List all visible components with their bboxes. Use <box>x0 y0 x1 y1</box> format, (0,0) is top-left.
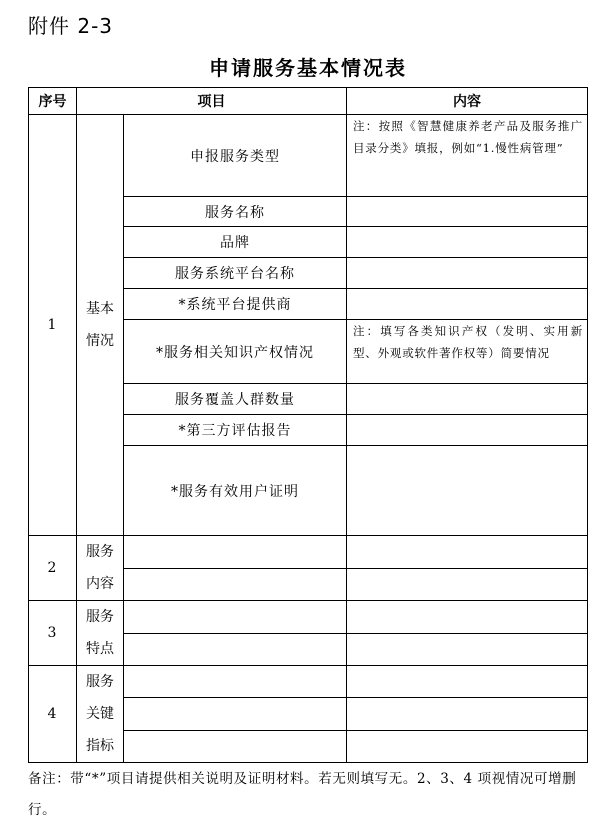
item-third-party-report: *第三方评估报告 <box>124 415 347 446</box>
section-2-category-line1: 服务 <box>86 544 114 560</box>
content-platform-name[interactable] <box>347 258 588 289</box>
table-row <box>29 115 588 197</box>
section-4-content-cell[interactable] <box>347 731 588 763</box>
item-platform-name: 服务系统平台名称 <box>124 258 347 289</box>
content-third-party-report[interactable] <box>347 415 588 446</box>
header-content: 内容 <box>347 88 588 115</box>
section-4-content-cell[interactable] <box>347 666 588 698</box>
content-service-type[interactable]: 注：按照《智慧健康养老产品及服务推广目录分类》填报，例如“1.慢性病管理” <box>347 115 588 197</box>
form-title: 申请服务基本情况表 <box>209 56 407 80</box>
section-1-category-line1: 基本 <box>86 301 114 317</box>
section-4-category-line3: 指标 <box>86 738 114 754</box>
section-2-category-line2: 内容 <box>86 576 114 592</box>
content-brand[interactable] <box>347 227 588 258</box>
item-ip-status: *服务相关知识产权情况 <box>124 320 347 384</box>
section-2-item-cell[interactable] <box>124 568 347 601</box>
item-brand: 品牌 <box>124 227 347 258</box>
section-3-item-cell[interactable] <box>124 633 347 666</box>
section-3-category-line1: 服务 <box>86 609 114 625</box>
section-3-category-line2: 特点 <box>86 641 114 657</box>
section-2-content-cell[interactable] <box>347 536 588 569</box>
section-3-category <box>77 601 124 666</box>
section-4-category <box>77 666 124 763</box>
section-3-index: 3 <box>29 601 77 666</box>
attachment-label: 附件 2-3 <box>28 14 114 38</box>
remark-note: 备注：带“*”项目请提供相关说明及证明材料。若无则填写无。2、3、4 项视情况可增删行。 <box>28 771 577 818</box>
content-platform-provider[interactable] <box>347 289 588 320</box>
header-index: 序号 <box>29 88 77 115</box>
section-4-item-cell[interactable] <box>124 697 347 730</box>
section-3-item-cell[interactable] <box>124 601 347 634</box>
section-3-content-cell[interactable] <box>347 601 588 634</box>
item-service-type: 申报服务类型 <box>124 115 347 197</box>
basic-info-table <box>28 87 588 763</box>
section-4-item-cell[interactable] <box>124 666 347 698</box>
content-ip-status[interactable]: 注：填写各类知识产权（发明、实用新型、外观或软件著作权等）简要情况 <box>347 320 588 384</box>
section-2-index: 2 <box>29 536 77 601</box>
section-3-content-cell[interactable] <box>347 633 588 666</box>
table-row <box>29 601 588 634</box>
table-row <box>29 536 588 569</box>
section-1-category <box>77 115 124 536</box>
item-platform-provider: *系统平台提供商 <box>124 289 347 320</box>
section-1-index: 1 <box>29 115 77 536</box>
section-2-content-cell[interactable] <box>347 568 588 601</box>
section-4-category-line1: 服务 <box>86 674 114 690</box>
section-4-item-cell[interactable] <box>124 731 347 763</box>
header-item: 项目 <box>77 88 347 115</box>
section-2-item-cell[interactable] <box>124 536 347 569</box>
section-2-category <box>77 536 124 601</box>
section-4-category-line2: 关键 <box>86 706 114 722</box>
table-header-row <box>29 88 588 115</box>
section-4-index: 4 <box>29 666 77 763</box>
section-4-content-cell[interactable] <box>347 697 588 730</box>
table-row <box>29 666 588 698</box>
section-1-category-line2: 情况 <box>86 333 114 349</box>
content-coverage[interactable] <box>347 384 588 415</box>
content-valid-user-proof[interactable] <box>347 446 588 536</box>
item-service-name: 服务名称 <box>124 197 347 227</box>
item-valid-user-proof: *服务有效用户证明 <box>124 446 347 536</box>
item-coverage: 服务覆盖人群数量 <box>124 384 347 415</box>
content-service-name[interactable] <box>347 197 588 227</box>
